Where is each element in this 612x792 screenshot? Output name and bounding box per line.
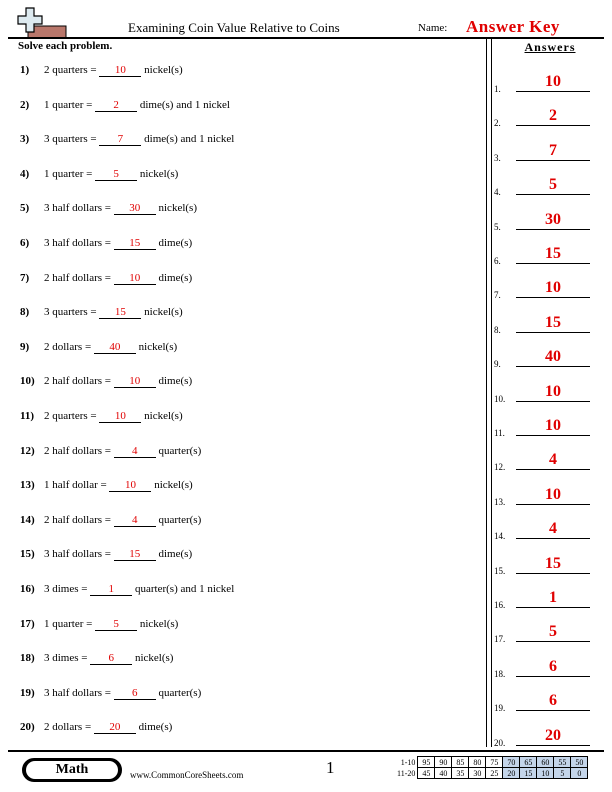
score-cell: 35 (452, 768, 469, 779)
problem-text: 2 half dollars = (44, 513, 114, 526)
problem-row (20, 237, 192, 250)
score-cell: 60 (537, 757, 554, 768)
problem-text: 2 dollars = (44, 721, 94, 734)
answer-line (516, 538, 590, 539)
name-label: Name: (418, 22, 448, 34)
problem-number: 17) (20, 617, 35, 630)
problem-text: 2 quarters = (44, 64, 100, 76)
score-cell: 90 (435, 757, 452, 768)
problem-unit: nickel(s) (137, 167, 179, 180)
answer-value: 10 (545, 73, 561, 90)
answer-blank: 30 (114, 202, 156, 215)
problem-text: 3 half dollars = (44, 686, 114, 699)
score-range-label: 1-10 (400, 757, 416, 767)
problem-number: 12) (20, 444, 35, 457)
answer-blank: 7 (99, 133, 141, 146)
score-cell: 70 (503, 757, 520, 768)
answer-row (494, 519, 604, 541)
answer-number: 11. (494, 428, 505, 438)
column-divider (486, 37, 492, 747)
answer-number: 6. (494, 256, 501, 266)
score-cell: 80 (469, 757, 486, 768)
answer-value: 5 (549, 176, 557, 194)
answer-line (516, 401, 590, 402)
problem-unit: dime(s) (135, 721, 173, 734)
problem-row (20, 618, 178, 631)
instructions: Solve each problem. (18, 40, 113, 52)
answer-blank: 4 (114, 514, 156, 527)
problem-unit: dime(s) and 1 nickel (141, 133, 235, 146)
answer-row (494, 141, 604, 163)
answer-value: 15 (545, 245, 561, 262)
score-range-label: 11-20 (397, 768, 416, 778)
answer-blank: 15 (114, 548, 156, 561)
problem-text: 2 half dollars = (44, 271, 114, 284)
answer-value: 30 (545, 210, 561, 228)
answer-blank: 1 (90, 583, 132, 596)
problem-row (20, 548, 192, 561)
problem-unit: nickel(s) (137, 617, 179, 630)
score-cell: 55 (554, 757, 571, 768)
answer-value: 15 (545, 554, 561, 572)
answer-number: 7. (494, 290, 501, 301)
answer-row (494, 657, 604, 679)
problem-unit: dime(s) and 1 nickel (137, 98, 230, 111)
answer-value: 4 (549, 451, 557, 469)
problem-text: 3 dimes = (44, 652, 91, 665)
answer-value: 15 (545, 313, 561, 331)
problem-unit: quarter(s) and 1 nickel (132, 583, 235, 595)
problem-text: 1 quarter = (44, 167, 96, 180)
problem-number: 8) (20, 306, 30, 319)
problem-text: 3 half dollars = (44, 237, 114, 249)
answer-blank: 10 (99, 410, 141, 423)
answer-value: 4 (549, 520, 557, 538)
answer-blank: 10 (109, 479, 151, 492)
answer-line (516, 91, 590, 92)
answer-value: 1 (549, 589, 557, 606)
answer-value: 7 (549, 141, 557, 159)
answer-line (516, 332, 590, 333)
problem-text: 1 quarter = (44, 617, 96, 630)
answer-row (494, 210, 604, 232)
answers-heading: Answers (524, 40, 576, 54)
problem-text: 3 quarters = (44, 133, 100, 146)
problem-row (20, 583, 234, 596)
answer-blank: 10 (114, 272, 156, 285)
problem-number: 9) (20, 340, 30, 353)
problem-number: 16) (20, 583, 35, 595)
answer-row (494, 244, 604, 266)
answer-value: 5 (549, 623, 557, 641)
problem-text: 3 dimes = (44, 583, 91, 595)
answer-value: 10 (545, 382, 561, 400)
answer-line (516, 263, 590, 264)
problem-text: 2 half dollars = (44, 375, 114, 388)
problem-number: 10) (20, 375, 35, 388)
problem-unit: nickel(s) (155, 202, 197, 215)
problem-unit: nickel(s) (141, 306, 183, 319)
problem-unit: quarter(s) (155, 686, 202, 699)
answer-value: 6 (549, 692, 557, 710)
answer-number: 20. (494, 737, 506, 748)
problem-number: 7) (20, 271, 30, 284)
answer-value: 10 (545, 417, 561, 434)
answer-blank: 15 (99, 306, 141, 319)
worksheet-title: Examining Coin Value Relative to Coins (128, 20, 340, 35)
score-cell: 25 (486, 768, 503, 779)
answer-number: 15. (494, 565, 506, 576)
problem-row (20, 410, 183, 423)
answer-number: 5. (494, 221, 501, 232)
score-cell: 75 (486, 757, 503, 768)
score-cell: 45 (418, 768, 435, 779)
problem-row (20, 133, 234, 146)
problem-text: 3 quarters = (44, 306, 100, 319)
answer-row (494, 691, 604, 713)
problem-number: 11) (20, 410, 35, 422)
problem-row (20, 721, 172, 734)
score-cell: 20 (503, 768, 520, 779)
answer-value: 10 (545, 279, 561, 297)
problem-text: 3 half dollars = (44, 548, 114, 561)
plus-logo-icon (14, 6, 68, 40)
answer-line (516, 676, 590, 677)
subject-badge (22, 758, 122, 782)
problem-row (20, 99, 230, 112)
problem-unit: quarter(s) (155, 513, 202, 526)
header-rule (8, 37, 604, 39)
answer-row (494, 450, 604, 472)
answer-line (516, 641, 590, 642)
score-cell: 5 (554, 768, 571, 779)
problem-number: 3) (20, 133, 30, 146)
answer-line (516, 160, 590, 161)
problem-unit: nickel(s) (135, 340, 178, 353)
answer-line (516, 229, 590, 230)
answer-number: 13. (494, 496, 506, 507)
answer-number: 12. (494, 462, 506, 473)
answer-value: 2 (549, 107, 557, 125)
problem-number: 4) (20, 167, 30, 180)
score-cell: 40 (435, 768, 452, 779)
problem-unit: dime(s) (155, 548, 193, 561)
answer-number: 10. (494, 393, 506, 404)
problem-number: 20) (20, 721, 35, 734)
score-row (396, 768, 588, 779)
answer-line (516, 745, 590, 746)
score-cell: 85 (452, 757, 469, 768)
answer-blank: 15 (114, 237, 156, 250)
answer-number: 17. (494, 634, 506, 645)
problem-text: 2 dollars = (44, 340, 94, 353)
problem-unit: quarter(s) (155, 444, 202, 457)
problem-row (20, 479, 193, 492)
answer-row (494, 72, 604, 94)
problem-number: 13) (20, 479, 35, 492)
problem-text: 1 quarter = (44, 98, 96, 111)
answer-line (516, 710, 590, 711)
problem-row (20, 652, 173, 665)
answer-row (494, 347, 604, 369)
answer-row (494, 382, 604, 404)
answer-blank: 2 (95, 99, 137, 112)
answer-value: 10 (545, 485, 561, 503)
answer-row (494, 588, 604, 610)
problem-unit: dime(s) (155, 375, 193, 388)
answer-blank: 6 (90, 652, 132, 665)
score-cell: 65 (520, 757, 537, 768)
answer-blank: 5 (95, 618, 137, 631)
problem-row (20, 341, 177, 354)
answer-line (516, 366, 590, 367)
answer-number: 9. (494, 359, 501, 370)
answer-blank: 20 (94, 721, 136, 734)
website-link: www.CommonCoreSheets.com (130, 770, 244, 780)
answer-line (516, 504, 590, 505)
answer-row (494, 622, 604, 644)
answer-number: 16. (494, 600, 506, 610)
answer-number: 19. (494, 703, 506, 714)
page-number: 1 (326, 758, 335, 777)
problem-number: 14) (20, 513, 35, 526)
answer-row (494, 106, 604, 128)
answer-value: 20 (545, 726, 561, 744)
answer-line (516, 194, 590, 195)
problem-number: 19) (20, 686, 35, 699)
answer-row (494, 175, 604, 197)
answer-blank: 4 (114, 445, 156, 458)
problem-row (20, 306, 183, 319)
answer-line (516, 435, 590, 436)
answer-row (494, 416, 604, 438)
answer-blank: 6 (114, 687, 156, 700)
score-cell: 50 (571, 757, 588, 768)
answer-row (494, 278, 604, 300)
problem-number: 18) (20, 652, 35, 665)
answer-line (516, 297, 590, 298)
score-cell: 30 (469, 768, 486, 779)
score-cell: 10 (537, 768, 554, 779)
problem-unit: nickel(s) (141, 410, 183, 422)
subject-label: Math (26, 761, 118, 779)
problem-number: 1) (20, 64, 30, 76)
score-cell: 0 (571, 768, 588, 779)
answer-number: 18. (494, 668, 506, 679)
answer-number: 8. (494, 324, 501, 335)
answer-number: 1. (494, 84, 501, 94)
problem-unit: dime(s) (155, 271, 193, 284)
answer-value: 40 (545, 348, 561, 366)
problem-row (20, 168, 178, 181)
answer-row (494, 313, 604, 335)
problem-number: 15) (20, 548, 35, 561)
problem-row (20, 64, 183, 77)
answer-blank: 40 (94, 341, 136, 354)
problem-unit: nickel(s) (151, 479, 193, 492)
problem-row (20, 445, 201, 458)
score-cell: 95 (418, 757, 435, 768)
problem-row (20, 272, 192, 285)
answer-line (516, 607, 590, 608)
problem-text: 1 half dollar = (44, 479, 110, 492)
problem-number: 6) (20, 237, 30, 249)
answer-blank: 10 (99, 64, 141, 77)
problem-row (20, 202, 197, 215)
answer-blank: 5 (95, 168, 137, 181)
problem-number: 2) (20, 98, 30, 111)
problem-number: 5) (20, 202, 30, 215)
score-table (396, 756, 588, 779)
answer-line (516, 573, 590, 574)
answer-line (516, 125, 590, 126)
problem-text: 3 half dollars = (44, 202, 114, 215)
answer-row (494, 554, 604, 576)
score-cell: 15 (520, 768, 537, 779)
footer-rule (8, 750, 604, 752)
problem-text: 2 half dollars = (44, 444, 114, 457)
problem-row (20, 687, 201, 700)
answer-number: 14. (494, 531, 506, 542)
answer-row (494, 726, 604, 748)
answer-line (516, 469, 590, 470)
answer-blank: 10 (114, 375, 156, 388)
problem-row (20, 514, 201, 527)
problem-unit: nickel(s) (132, 652, 174, 665)
answer-number: 3. (494, 152, 501, 163)
problem-unit: dime(s) (155, 237, 193, 249)
problem-row (20, 375, 192, 388)
answer-key-label: Answer Key (466, 17, 560, 36)
score-row (396, 757, 588, 768)
answer-number: 2. (494, 118, 501, 129)
answer-number: 4. (494, 187, 501, 198)
answer-row (494, 485, 604, 507)
problem-unit: nickel(s) (141, 64, 183, 76)
problem-text: 2 quarters = (44, 410, 100, 422)
answer-value: 6 (549, 657, 557, 675)
